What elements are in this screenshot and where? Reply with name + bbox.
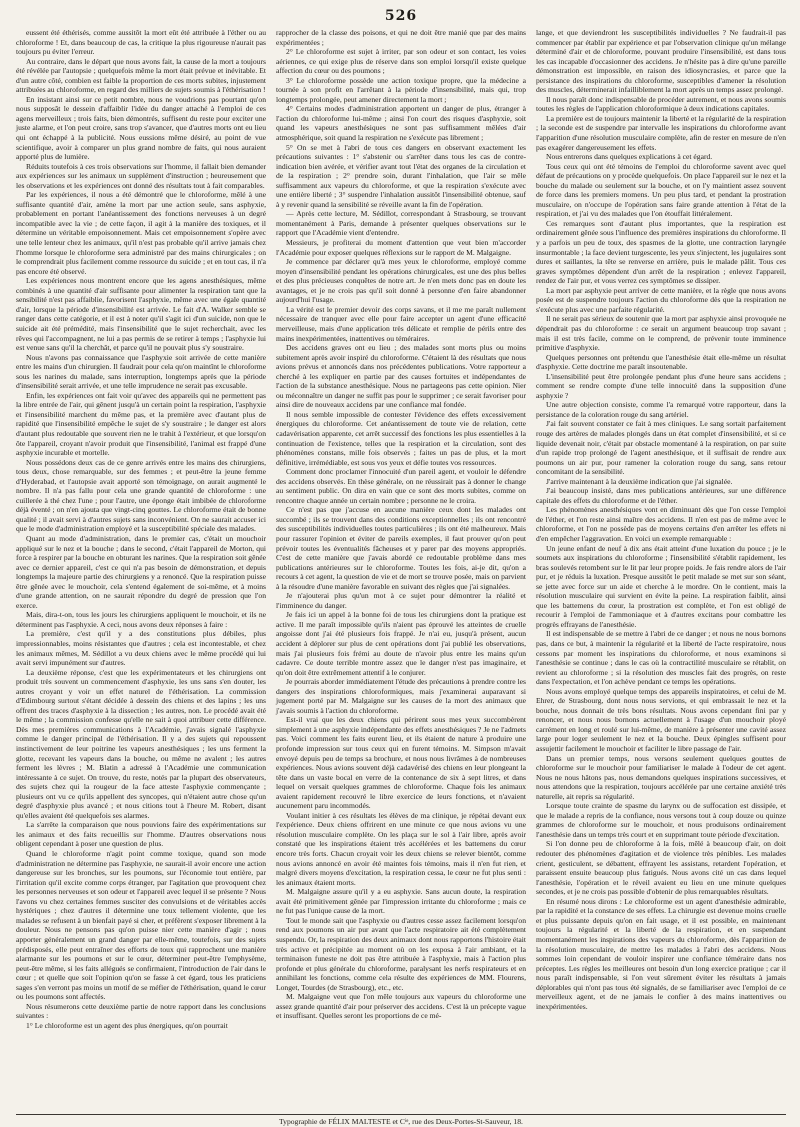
paragraph: La mort par asphyxie peut arriver de cette manière, et la règle que nous avons posée est de suspendre toujours l'action du chloroforme dès que la respiration ne s'exécute plus avec une parfaite régularité. — [536, 285, 786, 314]
paragraph: Il nous paraît donc indispensable de procéder autrement, et nous avons soumis toutes les règles de l'application chloroformique à deux indications capitales. — [536, 94, 786, 114]
paragraph: lange, et que deviendront les susceptibilités individuelles ? Ne faudrait-il pas commencer par établir par expérience et par l'observation clinique qu'un mélange déterminé d'air et de chloroforme, pouvant produire l'insensibilité, est dans tous les cas incapable d'occasionner des accidens. Je n'hésite pas à dire qu'une pareille démonstration est impossible, en raison des idiosyncrasies, et parce que la persistance des inspirations du chloroforme, susceptibles d'amener la résolution des muscles, déterminerait infailliblement la mort après un temps assez prolongé. — [536, 28, 786, 95]
paragraph: Messieurs, je profiterai du moment d'attention que veut bien m'accorder l'Académie pour exposer quelques réflexions sur le rapport de M. Malgaigne. — [276, 238, 526, 257]
paragraph: Comment donc proclamer l'innocuité d'un pareil agent, et vouloir le défendre des accidens observés. En thèse générale, on ne réussirait pas à donner le change au sentiment public. On dira en vain que ce sont des morts subites, comme on rencontre chaque année un certain nombre ; personne ne le croira. — [276, 467, 526, 505]
printer-imprint: Typographie de FÉLIX MALTESTE et Cⁱᵉ, rue des Deux-Portes-St-Sauveur, 18. — [16, 1114, 786, 1127]
page-number: 526 — [384, 8, 418, 24]
column-right — [536, 28, 786, 1110]
paragraph: eussent été éthérisés, comme aussitôt la mort eût été attribuée à l'éther ou au chloroforme ! Et, dans beaucoup de cas, la critique la plus rigoureuse n'aurait pas toujours pu éviter l'erreur. — [16, 28, 266, 57]
paragraph: 5° On se met à l'abri de tous ces dangers en observant exactement les précautions suivantes : 1° s'abstenir ou s'arrêter dans tous les cas de contre-indication bien avérée, et vérifier avant tout l'état des organes de la circulation et de la respiration ; 2° prendre soin, durant l'inhalation, que l'air se mêle suffisamment aux vapeurs du chloroforme, et que la respiration s'exécute avec une entière liberté ; 3° suspendre l'inhalation aussitôt l'insensibilité obtenue, sauf à y revenir quand la sensibilité se réveille avant la fin de l'opération. — [276, 142, 526, 209]
paragraph: M. Malgaigne veut que l'on mêle toujours aux vapeurs du chloroforme une assez grande quantité d'air pour préserver des accidens. C'est là un précepte vague et insuffisant. Quelles seront les proportions de ce mé- — [276, 992, 526, 1021]
column-middle — [276, 28, 526, 1110]
paragraph: rapprocher de la classe des poisons, et qui ne doit être manié que par des mains expérimentées ; — [276, 28, 526, 47]
paragraph: Des accidens graves ont eu lieu ; des malades sont morts plus ou moins subitement après avoir inspiré du chloroforme. C'étaient là des résultats que nous avions prévus et annoncés dans nos précédentes publications. Votre rapporteur a cherché à les expliquer en partie par des causes fortuites et indépendantes de l'action de la substance anesthésique. Nous ne partageons pas cette opinion. Nier ou méconnaître un danger ne suffit pas pour le supprimer ; ce serait favoriser pour ainsi dire de nouveaux accidens par une confiance mal fondée. — [276, 343, 526, 410]
paragraph: Enfin, les expériences ont fait voir qu'avec des appareils qui ne permettent pas la libre entrée de l'air, qui gênent jusqu'à un certain point la respiration, l'asphyxie et l'insensibilité marchent du même pas, et la première avec d'autant plus de rapidité que l'insensibilité empêche le sujet de s'y soustraire ; le danger est alors d'autant plus redoutable que souvent rien ne le trahit à l'extérieur, et que lorsqu'on ôte l'appareil, croyant n'avoir produit que l'insensibilité, l'animal est frappé d'une asphyxie incurable et mortelle. — [16, 390, 266, 458]
paragraph: Au contraire, dans le départ que nous avons fait, la cause de la mort a toujours été révélée par l'autopsie ; quelquefois même la mort était prévue et inévitable. Et d'un autre côté, combien est faible la proportion de ces morts subites, injustement attribuées au chloroforme, en regard des milliers de sujets soumis à l'éthérisation ! — [16, 56, 266, 95]
paragraph: Je pourrais aborder immédiatement l'étude des précautions à prendre contre les dangers des inspirations chloroformiques, mais j'examinerai auparavant si jugement porté par M. Malgaigne sur les causes de la mort des animaux que j'avais soumis à l'action du chloroforme. — [276, 677, 526, 715]
paragraph: Les expériences nous montrent encore que les agens anesthésiques, même combinés à une quantité d'air suffisante pour alimenter la respiration tant que la sensibilité n'est pas affaiblie, favorisent l'asphyxie, même avec une égale quantité d'air, lorsque la période d'insensibilité est arrivée. Le fait d'A. Walker semble se ranger dans cette catégorie, et il est à noter qu'il s'agit ici d'un suicide, non que le suicide ait été prémédité, mais l'insensibilité que le sujet recherchait, avec les rêves qui l'accompagnent, ne lui a pas permis de se retirer à temps ; l'asphyxie lui est venue sans qu'il la cherchât, et parce qu'il ne pouvait plus s'y soustraire. — [16, 276, 266, 353]
paragraph: Il ne serait pas sérieux de soutenir que la mort par asphyxie ainsi provoquée ne dépendrait pas du chloroforme : ce serait un argument beaucoup trop savant ; mais il est très facile, comme on le comprend, de prévenir toute imminence primitive d'asphyxie. — [536, 314, 786, 353]
paragraph: En résumé nous dirons : Le chloroforme est un agent d'anesthésie admirable, par la rapidité et la constance de ses effets. La chirurgie est devenue moins cruelle et plus puissante depuis qu'on en fait usage, et il est possible, en maintenant toujours la régularité et la liberté de la respiration, et en suspendant momentanément les inspirations des vapeurs du chloroforme, dès l'apparition de la résolution musculaire, de mettre les malades à l'abri des accidens. Nous sommes loin cependant de vouloir inspirer une confiance téméraire dans nos préceptes. Les règles les meilleures ont besoin d'un long exercice pratique ; car il nous paraît indispensable, si l'on veut sûrement éviter les résultats à jamais déplorables qui n'ont pas tous été signalés, de se familiariser avec l'emploi de ce merveilleux agent, et de ne jamais le confier à des mains inattentives ou inexpérimentées. — [536, 896, 786, 1011]
paragraph: Dans un premier temps, nous versons seulement quelques gouttes de chloroforme sur le mouchoir pour familiariser le malade à l'odeur de cet agent. Nous ne nous hâtons pas, nous demandons quelques inspirations successives, et nous attendons que la respiration, toujours accélérée par une certaine anxiété très naturelle, ait repris sa régularité. — [536, 753, 786, 801]
paragraph: La première, c'est qu'il y a des constitutions plus débiles, plus impressionnables, moins résistantes que d'autres ; cela est incontestable, et chez les animaux mêmes, M. Sédillot a vu deux chiens avec le même procédé qui lui avait servi impunément sur d'autres. — [16, 629, 266, 668]
paragraph: Mais, dira-t-on, tous les jours les chirurgiens appliquent le mouchoir, et ils ne déterminent pas l'asphyxie. A ceci, nous avons deux réponses à faire : — [16, 610, 266, 629]
paragraph: 3° Le chloroforme possède une action toxique propre, que la médecine a tournée à son profit en l'arrêtant à la période d'insensibilité, mais qui, trop longtemps prolongée, peut amener directement la mort ; — [276, 75, 526, 104]
paragraph: Par les expériences, il nous a été démontré que le chloroforme, mêlé à une suffisante quantité d'air, amène la mort par une action seule, sans asphyxie, probablement en portant l'anéantissement des fonctions nerveuses à un degré incompatible avec la vie ; de cette façon, il agit à la manière des toxiques, et il détermine un véritable empoisonnement. Mais cet empoisonnement s'opère avec une telle lenteur chez les animaux, qu'il n'est pas probable qu'il arrive jamais chez l'homme lorsque le chloroforme sera administré par des mains chirurgicales ; on le comprendrait plus facilement comme ressource du suicide ; et en tout cas, il n'a pas encore été observé. — [16, 190, 266, 276]
paragraph: Il est indispensable de se mettre à l'abri de ce danger ; et nous ne nous bornons pas, dans ce but, à maintenir la régularité et la liberté de l'acte respiratoire, nous cessons par moment les inspirations du chloroforme, et nous examinons si l'anesthésie se continue ; dans le cas où la contractilité musculaire se rétablit, on revient au chloroforme ; si la résolution des muscles fait des progrès, on reste dans l'expectation, et l'on achève pendant ce temps les opérations. — [536, 629, 786, 687]
paragraph: Quelques personnes ont prétendu que l'anesthésie était elle-même un résultat d'asphyxie. Cette doctrine me paraît insoutenable. — [536, 352, 786, 372]
paragraph: J'ai beaucoup insisté, dans mes publications antérieures, sur une différence capitale des effets du chloroforme et de l'éther. — [536, 486, 786, 505]
paragraph: Quand le chloroforme n'agit point comme toxique, quand son mode d'administration ne détermine pas l'asphyxie, ne saurait-il avoir encore une action dangereuse sur les bronches, sur les poumons, sur l'économie tout entière, par l'irritation qu'il excite comme corps étranger, par l'agitation que provoquent chez les personnes nerveuses et son odeur et l'appareil avec lequel il se présente ? Nous l'avons vu chez certaines femmes susciter des convulsions et de véritables accès hystériques ; chez d'autres il détermine une toux tellement violente, que les malades se refusent à un bienfait payé si cher, et préfèrent s'exposer librement à la douleur. Nous ne pensons pas qu'on puisse nier cette manière d'agir ; nous apporter généralement un grand danger par elle-même, toutefois, sur des sujets prédisposés, elle peut entraîner des efforts de toux qui rapprochent une manière alarmante sur les poumons et sur le cœur, déterminer peut-être l'emphysème, peut-être même, si les faits allégués se confirmaient, l'introduction de l'air dans le cœur ; et quelle que soit l'opinion qu'on se fasse à cet égard, tous les praticiens sages s'en verront pas moins un motif de se méfier de l'éthérisation, quand le cœur ou les poumons sont affectés. — [16, 849, 266, 1002]
paragraph: Nous résumerons cette deuxième partie de notre rapport dans les conclusions suivantes : — [16, 1001, 266, 1021]
paragraph: Quant au mode d'administration, dans le premier cas, c'était un mouchoir appliqué sur le nez et la bouche ; dans le second, c'était l'appareil de Morton, qui force à respirer par la bouche en obturant les narines. Que la respiration soit gênée avec ce dernier appareil, c'est ce qui n'a pas besoin de démonstration, et depuis longtemps la majeure partie des chirurgiens y a renoncé. Que la respiration puisse être gênée avec le mouchoir, cela s'entend également de soi-même, et à moins d'une grande attention, on ne saurait répondre du degré de pression que l'on exerce. — [16, 533, 266, 610]
paragraph: Je n'ajouterai plus qu'un mot à ce sujet pour démontrer la réalité et l'imminence du danger. — [276, 591, 526, 610]
paragraph: Nous avons employé quelque temps des appareils inspiratoires, et celui de M. Ehrer, de Strasbourg, dont nous nous servions, et qui embrassait le nez et la bouche, nous donnait de très bons résultats. Nous avons cependant fini par y renoncer, et nous nous bornons actuellement à l'usage d'un mouchoir ployé carrément en long et roulé sur lui-même, de manière à présenter une cavité assez large pour loger seulement le nez et la bouche. Deux épingles suffisent pour assujettir facilement le mouchoir et faciliter le libre passage de l'air. — [536, 686, 786, 754]
paragraph: Une autre objection consiste, comme l'a remarqué votre rapporteur, dans la persistance de la coloration rouge du sang artériel. — [536, 400, 786, 419]
paragraph: La deuxième réponse, c'est que les expérimentateurs et les chirurgiens ont produit très souvent un commencement d'asphyxie, les uns sans s'en douter, les autres croyant y voir un effet naturel de l'éthérisation. La commission d'Edimbourg surtout s'étant décidée à dessein des chiens et des lapins ; les uns offrent des traces d'asphyxie à la dissection ; les autres, non. Le procédé avait été le même ; la commission confesse qu'elle ne sait à quoi attribuer cette différence. Dès mes premières communications à l'Académie, j'avais signalé l'asphyxie comme le danger principal de l'éthérisation. Il y a des sujets qui repoussent instinctivement de leur poitrine les vapeurs anesthésiques ; les uns ferment la glotte, recevant les vapeurs dans la bouche, ou même ne avalent ; les autres ferment les lèvres ; M. Blatin a adressé à l'Académie une communication intéressante à ce sujet. On trouve, du reste, notés par la plupart des observateurs, des sujets chez qui la rougeur de la face atteste l'asphyxie commençante ; plusieurs ont vu ce qu'ils appellent des syncopes, qui n'étaient autre chose qu'un degré d'asphyxie plus avancé ; et nous citions tout à l'heure M. Robert, disant qu'elles avaient été quelquefois ses alarmes. — [16, 667, 266, 820]
paragraph: Les phénomènes anesthésiques vont en diminuant dès que l'on cesse l'emploi de l'éther, et l'on reste ainsi maître des accidens. Il n'en est pas de même avec le chloroforme, et l'on ne possède pas de moyens certains d'en arrêter les effets ni d'en empêcher l'aggravation. En voici un exemple remarquable : — [536, 505, 786, 543]
paragraph: L'insensibilité peut être prolongée pendant plus d'une heure sans accidens ; comment se rendre compte d'une telle innocuité dans la supposition d'une asphyxie ? — [536, 371, 786, 400]
paragraph: Nous entrerons dans quelques explications à cet égard. — [546, 152, 713, 162]
paragraph: Voulant initier à ces résultats les élèves de ma clinique, je répétai devant eux l'expérience. Deux chiens offrirent en une minute ce que nous avions vu une résolution musculaire complète. On les plaça sur le sol à l'air libre, après avoir constaté que les inspirations étaient très accélérées et les battemens du cœur encore très forts. Chacun croyait voir les deux chiens se relever bientôt, comme nous avions annoncé en avoir été maintes fois témoins, mais il n'en fut rien, et malgré divers moyens d'excitation, la respiration cessa, le cœur ne fut plus senti : les animaux étaient morts. — [276, 810, 526, 887]
paragraph: Il nous semble impossible de contester l'évidence des effets excessivement énergiques du chloroforme. Cet anéantissement de toute vie de relation, cette cadavérisation apparente, cet arrêt successif des fonctions les plus essentielles à la continuation de l'existence, telles que la respiration et la circulation, sont des phénomènes constans, mille fois observés ; faites un pas de plus, et la mort définitive, irrémédiable, est sous vos yeux et défie toutes vos ressources. — [276, 409, 526, 467]
paragraph: La première est de toujours maintenir la liberté et la régularité de la respiration ; la seconde est de suspendre par intervalle les inspirations du chloroforme avant l'apparition d'une résolution musculaire complète, afin de rester en mesure de n'en pas exagérer dangereusement les effets. — [536, 113, 786, 152]
paragraph: Je fais ici un appel à la bonne foi de tous les chirurgiens dont la pratique est active. Il me paraît impossible qu'ils n'aient pas éprouvé les atteintes de cruelle angoisse dont j'ai été plusieurs fois frappé. Je n'ai eu, jusqu'à présent, aucun accident à déplorer sur plus de cent opérations dont j'ai publié les observations, mais j'ai plusieurs fois frémi au doute de n'avoir plus entre les mains qu'un cadavre. Ce doute terrible montre assez que le danger n'est pas imaginaire, et qu'on doit être extrêmement attentif à le conjurer. — [276, 610, 526, 677]
column-left — [16, 28, 266, 1110]
paragraph: Ces remarques sont d'autant plus importantes, que la respiration est ordinairement gênée sous l'influence des premières inspirations du chloroforme. Il y a parfois un peu de toux, des spasmes de la glotte, une contraction laryngée insurmontable ; la face devient turgescente, les yeux s'injectent, les jugulaires sont dures et saillantes, la tête se renverse en arrière, puis le malade pâlit. Tous ces graves symptômes dépendent d'un arrêt de la respiration ; enlevez l'appareil, rendez de l'air pur, et vous verrez ces symptômes se dissiper. — [536, 218, 786, 286]
paragraph: La vérité est le premier devoir des corps savans, et il me me paraît nullement nécessaire de tranquer avec elle pour faire accepter un agent d'une efficacité merveilleuse, mais d'une application très délicate et remplie de périls entre des mains inexpérimentées, inattentives ou téméraires. — [276, 304, 526, 343]
paragraph: Lorsque toute crainte de spasme du larynx ou de suffocation est dissipée, et que le malade a repris de la confiance, nous versons tout à coup douze ou quinze grammes de chloroforme sur le mouchoir, et nous produisons ordinairement l'anesthésie dans un temps très court et en supprimant toute période d'excitation. — [536, 801, 786, 839]
paragraph: 1° Le chloroforme est un agent des plus énergiques, qu'on pourrait — [26, 1020, 228, 1030]
paragraph: En insistant ainsi sur ce petit nombre, nous ne voudrions pas pourtant qu'on nous supposât le dessein d'affaiblir l'idée du danger attaché à l'emploi de ces agens merveilleux ; trois faits, bien démontrés, suffisent du reste pour exciter une juste alarme, et l'on peut croire, sans trop s'avancer, que d'autres morts ont eu lieu qui ont échappé à la publicité. Nous eussions même désiré, au point de vue scientifique, avoir à comparer un plus grand nombre de faits, qui nous auraient apporté plus de lumière. — [16, 94, 266, 162]
paragraph: M. Malgaigne assure qu'il y a eu asphyxie. Sans aucun doute, la respiration avait été primitivement gênée par l'impression irritante du chloroforme ; mais ce ne fut pas l'unique cause de la mort. — [276, 887, 526, 916]
paragraph: — Après cette lecture, M. Sédillot, correspondant à Strasbourg, se trouvant momentanément à Paris, demande à présenter quelques observations sur le rapport que l'Académie vient d'entendre. — [276, 209, 526, 238]
paragraph: 4° Certains modes d'administration apportent un danger de plus, étranger à l'action du chloroforme lui-même ; ainsi l'on court des risques d'asphyxie, soit quand les vapeurs anesthésiques ne sont pas suffisamment mêlées d'air atmosphérique, soit quand la respiration ne s'exécute pas librement ; — [276, 104, 526, 143]
paragraph: Nous possédons deux cas de ce genre arrivés entre les mains des chirurgiens, tous deux, chose remarquable, sur des femmes ; et peut-être la jeune femme d'Hyderabad, et l'autopsie avait apporté son témoignage, on aurait augmenté le nombre. Il n'a pas fallu pour cela une grande quantité de chloroforme : une cuillerée à thé chez l'une ; pour l'autre, une éponge était imbibée de chloroforme déjà éventé ; on n'en ajouta que vingt-cinq gouttes. Le chloroforme était de bonne qualité ; il avait servi à d'autres sujets sans inconvénient. On ne saurait accuser ici que le mode d'administration employé et la susceptibilité spéciale des malades. — [16, 457, 266, 534]
paragraph: J'arrive maintenant à la deuxième indication que j'ai signalée. — [546, 476, 733, 486]
paragraph: Je commence par déclarer qu'à mes yeux le chloroforme, employé comme moyen d'insensibilité pendant les opérations chirurgicales, est une des plus belles et des plus précieuses conquêtes de notre art. Je n'en mets donc pas en doute les avantages, et je ne crois pas qu'il soit donné à personne d'en faire abandonner aujourd'hui l'usage. — [276, 257, 526, 305]
paragraph: Réduits toutefois à ces trois observations sur l'homme, il fallait bien demander aux expériences sur les animaux un supplément d'instruction ; heureusement que les observations et les expériences ont donné des résultats tout à fait comparables. — [16, 161, 266, 190]
paragraph: J'ai fait souvent constater ce fait à mes cliniques. Le sang sortait parfaitement rouge des artères de malades plongés dans un état complet d'insensibilité, et si ce liquide devenait noir, c'était par obstacle momentané à la respiration, on par suite d'un rapide trop prolongé de l'agent anesthésique, et il suffisait de rendre aux poumons un air pur, pour ramener la coloration rouge du sang, sans retour concomitant de la sensibilité. — [536, 419, 786, 477]
paragraph: Nous n'avons pas connaissance que l'asphyxie soit arrivée de cette manière entre les mains d'un chirurgien. Il faudrait pour cela qu'on maintînt le chloroforme sous les narines du malade, sans interruption, longtemps après que la période d'insensibilité serait arrivée, et une telle imprudence ne serait pas excusable. — [16, 352, 266, 391]
paragraph: Un jeune enfant de neuf à dix ans était atteint d'une luxation du pouce ; je le soumets aux inspirations du chloroforme ; l'insensibilité s'établit rapidement, les bras soulevés retombent sur le lit par leur propre poids. Je fais rendre alors de l'air pur, et je réduis la luxation. Presque aussitôt le petit malade se met sur son séant, se jette avec force sur un aide et cherche à le mordre. On le contient, mais la résolution musculaire qui survient en évite la peine. La respiration faiblit, ainsi que les battemens du cœur, la prostration est complète, et l'on est obligé de recourir à l'emploi de l'ammoniaque et à d'autres excitans pour combattre les progrès effrayans de l'anesthésie. — [536, 543, 786, 629]
paragraph: 2° Le chloroforme est sujet à irriter, par son odeur et son contact, les voies aériennes, ce qui exige plus de réserve dans son emploi lorsqu'il existe quelque affection du cœur ou des poumons ; — [276, 47, 526, 76]
paragraph: Si l'on donne peu de chloroforme à la fois, mêlé à beaucoup d'air, on doit redouter des phénomènes d'agitation et de violence très pénibles. Les malades crient, gesticulent, se débattent, effrayent les assistans, retardent l'opération, et paraissent ensuite beaucoup plus fatigués. Nous avons cité un cas dans lequel l'anesthésie, l'opération et le réveil avaient eu lieu en une minute quelques secondes, et je ne crois pas possible d'obtenir de plus remarquables résultats. — [536, 839, 786, 897]
paragraph: Ce n'est pas que j'accuse en aucune manière ceux dont les malades ont succombé ; ils se trouvent dans des conditions exceptionnelles ; ils ont rencontré des susceptibilités individuelles toutes particulières ; ils ont été malheureux. Mais pour rassurer l'opinion et éviter de pareils exemples, il faut prouver qu'on peut prévoir toutes les éventualités fâcheuses et y parer par des moyens appropriés. C'est de cette manière que j'avais abordé ce redoutable problème dans mes publications antérieures sur le chloroforme. Toutes les fois, ai-je dit, qu'on a recours à cet agent, la question de vie et de mort se trouve posée, mais on parvient à la résoudre d'une manière favorable en suivant des règles que j'ai signalées. — [276, 505, 526, 591]
paragraph: Est-il vrai que les deux chiens qui périrent sous mes yeux succombèrent simplement à une asphyxie indépendante des effets anesthésiques ? Je ne l'admets pas. Voici comment les faits eurent lieu, et ils étaient de nature à produire une profonde impression sur tous ceux qui en furent témoins. M. Simpson m'avait envoyé depuis peu de temps sa brochure, et nous nous livrâmes à de nombreuses expériences. Nous avions souvent déjà cadavérisé des chiens en leur plongeant la tête dans un vaste bocal en verre de la contenance de six à sept litres, et dans lequel on versait quelques grammes de chloroforme. Chaque fois les animaux avaient rapidement recouvré le libre exercice de leurs fonctions, et n'avaient aucunement paru incommodés. — [276, 715, 526, 811]
text-columns — [16, 28, 786, 1110]
paragraph: La s'arrête la comparaison que nous pouvions faire des expérimentations sur les animaux et des faits recueillis sur l'homme. D'autres observations nous obligent cependant à poser une question de plus. — [16, 820, 266, 849]
paragraph: Tous ceux qui ont été témoins de l'emploi du chloroforme savent avec quel défaut de précautions on y procède quelquefois. On place l'appareil sur le nez et la bouche du malade ou seulement sur la bouche, et on l'y maintient assez souvent de force dans les premiers momens. Un peu plus tard, et pendant la prostration musculaire, on n'occupe de l'opération sans faire grande attention à l'état de la respiration, et j'ai vu des malades que l'on étouffait littéralement. — [536, 161, 786, 219]
paragraph: Tout le monde sait que l'asphyxie ou d'autres cesse assez facilement lorsqu'on rend aux poumons un air pur avant que l'acte respiratoire ait été complètement suspendu. Or, la respiration des deux animaux dont nous rapportons l'histoire était très active et précipitée au moment où on les exposa à l'air ambiant, et la terminaison funeste ne doit pas être attribuée à l'asphyxie, mais à l'action plus profonde et plus générale du chloroforme, paralysant les nerfs respirateurs et en annihilant les fonctions, comme cela résulte des expériences de MM. Flourens, Longet, Tourdes (de Strasbourg), etc., etc. — [276, 915, 526, 992]
